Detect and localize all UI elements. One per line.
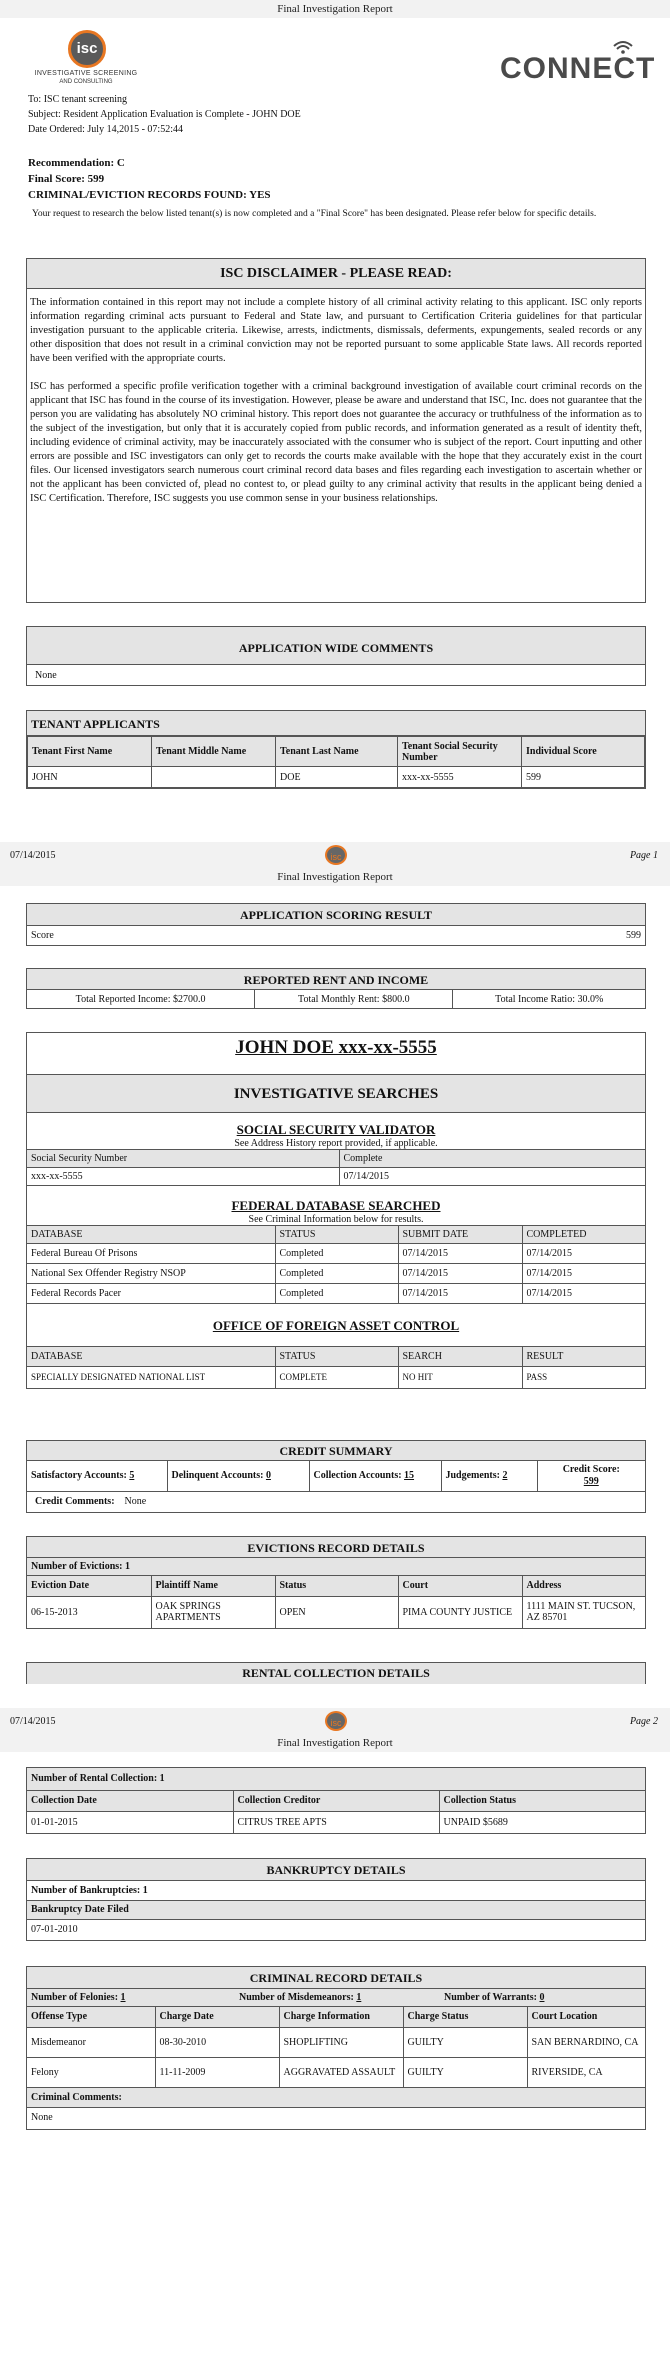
criminal-cell: Misdemeanor (27, 2027, 155, 2057)
ofac-header: DATABASE (27, 1347, 275, 1367)
collection-accounts: Collection Accounts: 15 (309, 1461, 441, 1491)
report-title: Final Investigation Report (277, 871, 393, 883)
criminal-cell: SHOPLIFTING (279, 2027, 403, 2057)
isc-logo (26, 30, 146, 92)
disclaimer-box (26, 258, 646, 603)
footer-date: 07/14/2015 (10, 850, 56, 861)
ssv-title: SOCIAL SECURITY VALIDATOR (236, 1122, 436, 1137)
footer-page: Page 2 (629, 1716, 658, 1727)
connect-brand (500, 40, 656, 90)
bankruptcy-box (26, 1858, 646, 1941)
federal-cell: Federal Records Pacer (27, 1284, 275, 1304)
rent-title: REPORTED RENT AND INCOME (27, 969, 645, 990)
tenant-applicants-box (26, 710, 646, 789)
investigative-searches-box (26, 1074, 646, 1389)
criminal-cell: GUILTY (403, 2027, 527, 2057)
page-footer-2 (0, 1708, 670, 1734)
criminal-header: Charge Status (403, 2007, 527, 2027)
scoring-row (27, 926, 645, 945)
tenants-header: Tenant Last Name (276, 737, 398, 767)
eviction-header: Address (522, 1576, 645, 1596)
criminal-cell: SAN BERNARDINO, CA (527, 2027, 645, 2057)
federal-header: DATABASE (27, 1226, 275, 1244)
satisfactory-accounts: Satisfactory Accounts: 5 (27, 1461, 167, 1491)
tenants-header: Individual Score (522, 737, 645, 767)
disclaimer-p2: ISC has performed a specific profile verification together with a criminal background investigation of available court criminal records on the applicant that ISC has found in the course of its investigation. However, please be aware and understand that ISC, Inc. does not guarantee that the person you are validating has absolutely NO criminal history. This report does not guarantee the accuracy or truthfulness of the information as to the subject of the investigation, but only that it is accurately copied from public records, and information generated as a result of identity theft, including evidence of criminal activity, may be inaccurately associated with the consumer who is subject of the report. Court inputting and other errors are possible and ISC investigators can only get to records the courts make available with the hope that they accurately exist in the court files. Our licensed investigators search numerous court criminal record data bases and files regarding each investigation to ascertain whether or not the applicant has been convicted of, plead no contest to, or plead guilty to any criminal activity that results in the applicant being denied a ISC Certification. Therefore, ISC suggests you use common sense in your business relationships. (30, 381, 642, 504)
ssv-cell: xxx-xx-5555 (27, 1168, 339, 1186)
federal-cell: 07/14/2015 (398, 1264, 522, 1284)
federal-cell: National Sex Offender Registry NSOP (27, 1264, 275, 1284)
ssv-sub: See Address History report provided, if applicable. (234, 1138, 438, 1149)
eviction-header: Court (398, 1576, 522, 1596)
rent-income-box (26, 968, 646, 1009)
criminal-cell: GUILTY (403, 2057, 527, 2087)
bankruptcy-value: 07-01-2010 (31, 1924, 78, 1935)
score-label: Score (31, 930, 54, 941)
ofac-cell: NO HIT (398, 1367, 522, 1388)
score-value: 599 (626, 930, 641, 941)
credit-table (27, 1461, 645, 1492)
footer-date: 07/14/2015 (10, 1716, 56, 1727)
report-title-band (0, 868, 670, 886)
federal-cell: Completed (275, 1284, 398, 1304)
criminal-comments-label: Criminal Comments: (27, 2088, 645, 2108)
criminal-found: CRIMINAL/EVICTION RECORDS FOUND: YES (28, 189, 271, 201)
footer-logo: isc (325, 1711, 347, 1731)
income-ratio: Total Income Ratio: 30.0% (453, 990, 645, 1008)
misdemeanor-count: Number of Misdemeanors: 1 (239, 1992, 362, 2003)
ssv-table (27, 1149, 645, 1186)
rental-header: Collection Creditor (233, 1791, 439, 1811)
criminal-cell: RIVERSIDE, CA (527, 2057, 645, 2087)
ofac-title: OFFICE OF FOREIGN ASSET CONTROL (212, 1318, 460, 1333)
delinquent-accounts: Delinquent Accounts: 0 (167, 1461, 309, 1491)
investigative-title: INVESTIGATIVE SEARCHES (27, 1075, 645, 1113)
federal-cell: 07/14/2015 (398, 1284, 522, 1304)
federal-cell: 07/14/2015 (522, 1284, 645, 1304)
disclaimer-title: ISC DISCLAIMER - PLEASE READ: (27, 259, 645, 289)
eviction-header: Eviction Date (27, 1576, 151, 1596)
federal-header: STATUS (275, 1226, 398, 1244)
scoring-title: APPLICATION SCORING RESULT (27, 904, 645, 926)
tenant-cell: 599 (522, 767, 645, 788)
ssv-cell: 07/14/2015 (339, 1168, 645, 1186)
criminal-cell: AGGRAVATED ASSAULT (279, 2057, 403, 2087)
rental-header: Collection Date (27, 1791, 233, 1811)
report-title: Final Investigation Report (277, 1737, 393, 1749)
ofac-header: STATUS (275, 1347, 398, 1367)
warrant-count: Number of Warrants: 0 (444, 1992, 545, 2003)
rental-collection-header-box (26, 1662, 646, 1684)
ofac-cell: PASS (522, 1367, 645, 1388)
criminal-counts (27, 1989, 645, 2007)
tenant-cell: DOE (276, 767, 398, 788)
tenants-title: TENANT APPLICANTS (27, 711, 645, 736)
app-comments-title: APPLICATION WIDE COMMENTS (27, 627, 645, 665)
final-score: Final Score: 599 (28, 173, 105, 185)
rental-table (27, 1791, 645, 1833)
evictions-count: Number of Evictions: 1 (27, 1558, 645, 1576)
rental-cell: UNPAID $5689 (439, 1811, 645, 1833)
tenants-table (27, 736, 645, 788)
criminal-header: Charge Date (155, 2007, 279, 2027)
ofac-table (27, 1346, 645, 1388)
rental-count: Number of Rental Collection: 1 (27, 1768, 645, 1791)
criminal-comments-value: None (31, 2111, 53, 2123)
eviction-cell: 1111 MAIN ST. TUCSON, AZ 85701 (522, 1596, 645, 1628)
evictions-box (26, 1536, 646, 1629)
app-comments-value: None (35, 670, 57, 681)
federal-heading (27, 1186, 645, 1225)
logo-line1: INVESTIGATIVE SCREENING (34, 70, 138, 77)
app-comments-box (26, 626, 646, 686)
scoring-box (26, 903, 646, 946)
rental-collection-box (26, 1767, 646, 1834)
eviction-cell: OPEN (275, 1596, 398, 1628)
eviction-cell: OAK SPRINGS APARTMENTS (151, 1596, 275, 1628)
federal-cell: 07/14/2015 (522, 1244, 645, 1264)
criminal-cell: Felony (27, 2057, 155, 2087)
person-name: JOHN DOE xxx-xx-5555 (235, 1037, 437, 1058)
federal-cell: 07/14/2015 (522, 1264, 645, 1284)
page-footer-1 (0, 842, 670, 868)
rent-table (27, 990, 645, 1008)
credit-score: Credit Score: 599 (537, 1461, 645, 1491)
criminal-header: Charge Information (279, 2007, 403, 2027)
credit-summary-box (26, 1440, 646, 1513)
criminal-cell: 11-11-2009 (155, 2057, 279, 2087)
to-line: To: ISC tenant screening (28, 94, 127, 105)
logo-line2: AND CONSULTING (59, 79, 113, 85)
intro-text: Your request to research the below listed tenant(s) is now completed and a "Final Score" has been designated. Please refer below for specific details. (32, 209, 597, 219)
federal-cell: Completed (275, 1264, 398, 1284)
evictions-table (27, 1576, 645, 1628)
bankruptcy-title: BANKRUPTCY DETAILS (27, 1859, 645, 1881)
recommendation: Recommendation: C (28, 157, 125, 169)
isc-logo-mark: isc (68, 30, 106, 68)
federal-cell: Completed (275, 1244, 398, 1264)
tenants-header: Tenant First Name (28, 737, 152, 767)
tenant-cell: JOHN (28, 767, 152, 788)
ofac-cell: COMPLETE (275, 1367, 398, 1388)
felony-count: Number of Felonies: 1 (31, 1992, 126, 2003)
federal-table (27, 1225, 645, 1304)
report-title-band (0, 1734, 670, 1752)
report-title-band (0, 0, 670, 18)
criminal-header: Court Location (527, 2007, 645, 2027)
credit-title: CREDIT SUMMARY (27, 1441, 645, 1461)
federal-header: COMPLETED (522, 1226, 645, 1244)
ssv-header: Complete (339, 1150, 645, 1168)
federal-cell: 07/14/2015 (398, 1244, 522, 1264)
bankruptcy-count: Number of Bankruptcies: 1 (27, 1881, 645, 1901)
ofac-header: SEARCH (398, 1347, 522, 1367)
criminal-table (27, 2007, 645, 2088)
criminal-header: Offense Type (27, 2007, 155, 2027)
rental-header: Collection Status (439, 1791, 645, 1811)
ofac-cell: SPECIALLY DESIGNATED NATIONAL LIST (27, 1367, 275, 1388)
criminal-title: CRIMINAL RECORD DETAILS (27, 1967, 645, 1989)
bankruptcy-label: Bankruptcy Date Filed (27, 1901, 645, 1920)
date-ordered: Date Ordered: July 14,2015 - 07:52:44 (28, 124, 183, 135)
federal-title: FEDERAL DATABASE SEARCHED (231, 1198, 441, 1213)
federal-cell: Federal Bureau Of Prisons (27, 1244, 275, 1264)
ofac-header: RESULT (522, 1347, 645, 1367)
judgements: Judgements: 2 (441, 1461, 537, 1491)
total-income: Total Reported Income: $2700.0 (27, 990, 255, 1008)
tenant-cell: xxx-xx-5555 (398, 767, 522, 788)
ssv-heading (27, 1113, 645, 1149)
brand-name: CONNECT (500, 52, 656, 85)
ofac-heading (27, 1304, 645, 1346)
tenant-cell (152, 767, 276, 788)
eviction-header: Status (275, 1576, 398, 1596)
footer-page: Page 1 (629, 850, 658, 861)
report-title: Final Investigation Report (277, 3, 393, 15)
subject-line: Subject: Resident Application Evaluation is Complete - JOHN DOE (28, 109, 301, 120)
criminal-cell: 08-30-2010 (155, 2027, 279, 2057)
tenants-header: Tenant Social Security Number (398, 737, 522, 767)
rental-cell: 01-01-2015 (27, 1811, 233, 1833)
person-header (26, 1032, 646, 1075)
total-rent: Total Monthly Rent: $800.0 (255, 990, 453, 1008)
tenants-header: Tenant Middle Name (152, 737, 276, 767)
federal-header: SUBMIT DATE (398, 1226, 522, 1244)
federal-sub: See Criminal Information below for results. (248, 1214, 424, 1225)
eviction-cell: 06-15-2013 (27, 1596, 151, 1628)
ssv-header: Social Security Number (27, 1150, 339, 1168)
disclaimer-p1: The information contained in this report may not include a complete history of all criminal activity relating to this applicant. ISC only reports information regarding criminal acts pursuant to Federal and State law, and pursuant to Certification Criteria guidelines for that particular investigation pursuant to the applicable criteria. Likewise, arrests, indictments, dismissals, deferments, expungements, sealed records or any other disposition that does not result in a criminal conviction may not be reported pursuant to some applicable State laws. All records reported have been verified with the appropriate courts. (30, 297, 642, 364)
eviction-cell: PIMA COUNTY JUSTICE (398, 1596, 522, 1628)
rental-cell: CITRUS TREE APTS (233, 1811, 439, 1833)
rental-title: RENTAL COLLECTION DETAILS (27, 1663, 645, 1684)
criminal-box (26, 1966, 646, 2130)
credit-comments: Credit Comments: None (35, 1495, 147, 1507)
footer-logo: isc (325, 845, 347, 865)
evictions-title: EVICTIONS RECORD DETAILS (27, 1537, 645, 1558)
eviction-header: Plaintiff Name (151, 1576, 275, 1596)
